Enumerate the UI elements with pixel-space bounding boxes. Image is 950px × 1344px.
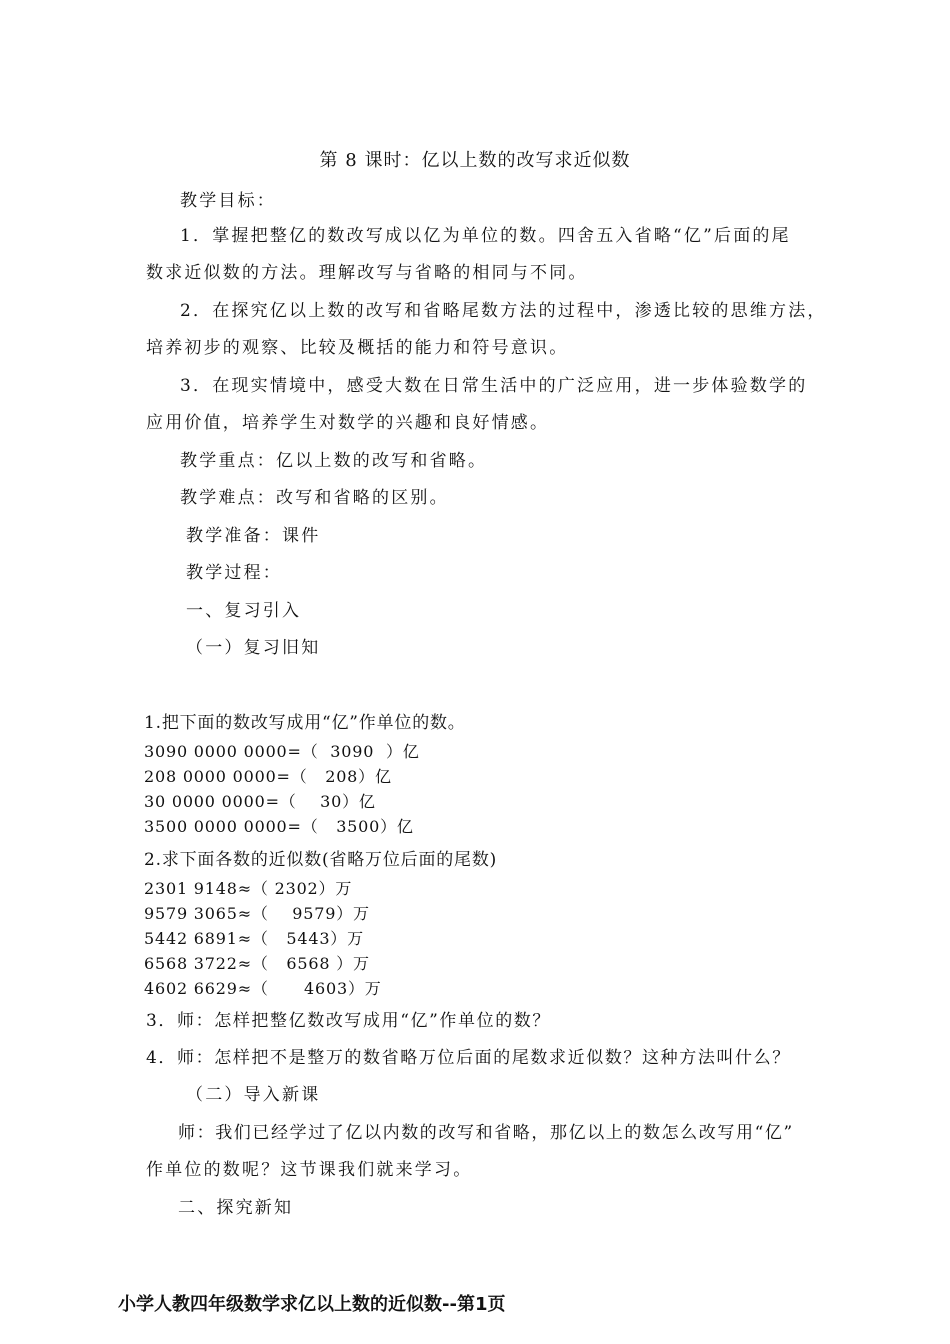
- teacher-line-1: 师：我们已经学过了亿以内数的改写和省略，那亿以上的数怎么改写用“亿”: [178, 1123, 794, 1143]
- exercise-2-item: 2301 9148≈（ 2302）万: [144, 879, 353, 898]
- difficulty: 教学难点：改写和省略的区别。: [180, 488, 449, 508]
- exercise-2-prompt: 2.求下面各数的近似数(省略万位后面的尾数): [144, 850, 498, 870]
- question-4: 4．师：怎样把不是整万的数省略万位后面的尾数求近似数？这种方法叫什么？: [146, 1048, 791, 1068]
- exercise-1-item: 30 0000 0000=（ 30）亿: [144, 792, 376, 811]
- objective-1-line-2: 数求近似数的方法。理解改写与省略的相同与不同。: [146, 263, 588, 283]
- question-3: 3．师：怎样把整亿数改写成用“亿”作单位的数？: [146, 1011, 551, 1031]
- exercise-2-item: 6568 3722≈（ 6568 ）万: [144, 954, 370, 973]
- exercise-2-item: 9579 3065≈（ 9579）万: [144, 904, 370, 923]
- preparation: 教学准备：课件: [186, 526, 321, 546]
- page-footer: 小学人教四年级数学求亿以上数的近似数--第1页: [118, 1294, 506, 1315]
- section-2-heading: 二、探究新知: [178, 1198, 294, 1218]
- teacher-line-2: 作单位的数呢？这节课我们就来学习。: [146, 1160, 473, 1180]
- exercise-2-item: 4602 6629≈（ 4603）万: [144, 979, 382, 998]
- objective-3-line-2: 应用价值，培养学生对数学的兴趣和良好情感。: [146, 413, 550, 433]
- objective-3-line-1: 3．在现实情境中，感受大数在日常生活中的广泛应用，进一步体验数学的: [180, 376, 808, 396]
- exercise-1-item: 208 0000 0000=（ 208）亿: [144, 767, 392, 786]
- exercise-2-item: 5442 6891≈（ 5443）万: [144, 929, 364, 948]
- subsection-1-heading: （一）复习旧知: [186, 638, 321, 658]
- objective-2-line-1: 2．在探究亿以上数的改写和省略尾数方法的过程中，渗透比较的思维方法，: [180, 301, 827, 321]
- page-title: 第 8 课时：亿以上数的改写求近似数: [319, 150, 631, 171]
- process-heading: 教学过程：: [186, 563, 282, 583]
- subsection-2-heading: （二）导入新课: [186, 1085, 321, 1105]
- objective-1-line-1: 1．掌握把整亿的数改写成以亿为单位的数。四舍五入省略“亿”后面的尾: [180, 226, 791, 246]
- objective-2-line-2: 培养初步的观察、比较及概括的能力和符号意识。: [146, 338, 569, 358]
- exercise-1-item: 3090 0000 0000=（ 3090 ）亿: [144, 742, 420, 761]
- exercise-1-prompt: 1.把下面的数改写成用“亿”作单位的数。: [144, 713, 466, 733]
- section-1-heading: 一、复习引入: [186, 601, 302, 621]
- exercise-1-item: 3500 0000 0000=（ 3500）亿: [144, 817, 414, 836]
- key-point: 教学重点：亿以上数的改写和省略。: [180, 451, 488, 471]
- objectives-heading: 教学目标：: [180, 191, 276, 211]
